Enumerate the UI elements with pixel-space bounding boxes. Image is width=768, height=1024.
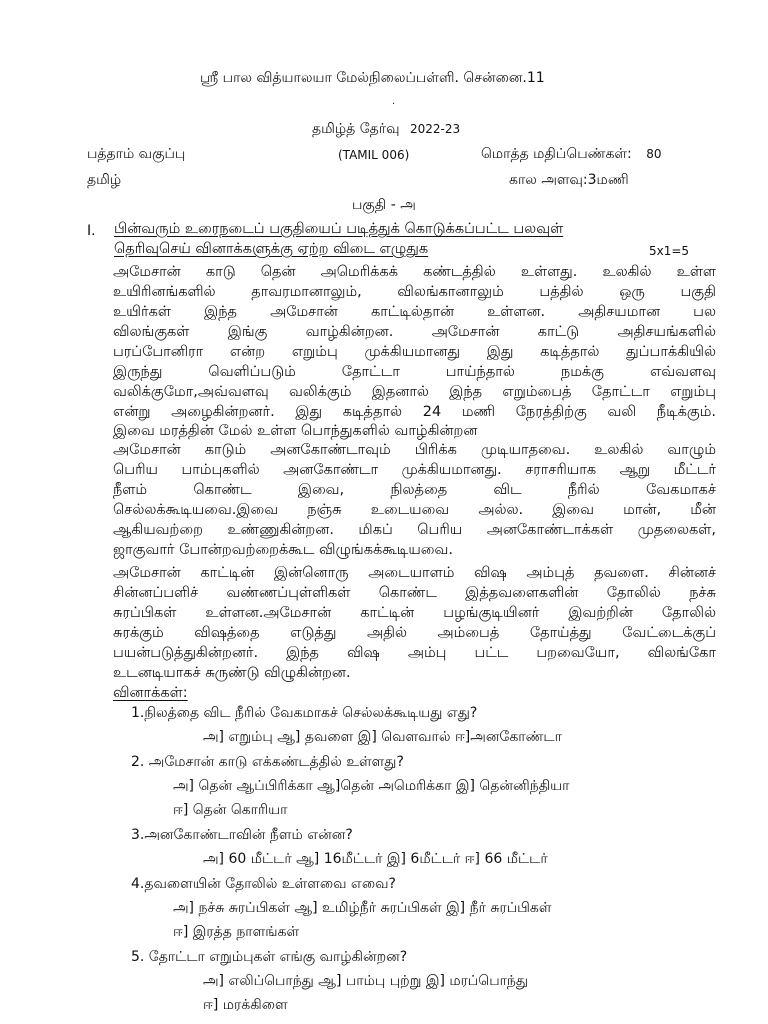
passage-line: அமேசான் காடும் அனகோண்டாவும் பிரிக்க முடியாதவை. உலகில் வாழும் [113, 442, 716, 458]
question-2: 2. அமேசான் காடு எக்கண்டத்தில் உள்ளது? [131, 754, 404, 770]
passage-line: செல்லக்கூடியவை.இவை நஞ்சு உடையவை அல்ல. இவை மான், மீன் [113, 502, 716, 518]
exam-title [312, 119, 460, 139]
passage-line: சின்னப்பளிச் வண்ணப்புள்ளிகள் கொண்ட இத்தவளைகளின் தோலில் நச்சு [113, 585, 716, 601]
section-heading: பகுதி - அ [352, 197, 416, 213]
passage-line: அமேசான் காட்டின் இன்னொரு அடையாளம் விஷ அம்புத் தவளை. சின்னச் [113, 565, 716, 581]
school-name: ஸ்ரீ பால வித்யாலயா மேல்நிலைப்பள்ளி. சென்னை.11 [200, 70, 545, 86]
passage-line: என்று அழைகின்றனர். இது கடித்தால் 24 மணி நேரத்திற்கு வலி நீடிக்கும். [113, 404, 716, 420]
subject-label: தமிழ் [87, 172, 122, 188]
exam-title-text: தமிழ்த் தேர்வு [312, 121, 400, 137]
question-5-options-cont: ஈ] மரக்கிளை [203, 997, 288, 1013]
passage-line: சுரப்பிகள் உள்ளன.அமேசான் காட்டின் பழங்குடியினர் இவற்றின் தோலில் [113, 605, 716, 621]
instruction-numeral: I. [87, 223, 96, 239]
passage-line: விலங்குகள் இங்கு வாழ்கின்றன. அமேசான் காட்டு அதிசயங்களில் [113, 324, 716, 340]
exam-year: 2022-23 [409, 122, 461, 136]
question-3: 3.அனகோண்டாவின் நீளம் என்ன? [131, 827, 353, 843]
question-1-options: அ] எறும்பு ஆ] தவளை இ] வெளவால் ஈ]அனகோண்டா [203, 729, 562, 745]
class-label: பத்தாம் வகுப்பு [87, 146, 186, 162]
time-allowed: கால அளவு:3மணி [509, 172, 629, 188]
question-4-options-cont: ஈ] இரத்த நாளங்கள் [173, 924, 300, 940]
instruction-line-2: தெரிவுசெய் வினாக்களுக்கு ஏற்ற விடை எழுதுக [114, 241, 429, 257]
questions-heading: வினாக்கள்: [113, 685, 188, 701]
instruction-marks: 5x1=5 [649, 244, 690, 258]
question-2-options: அ] தென் ஆப்பிரிக்கா ஆ]தென் அமெரிக்கா இ] தென்னிந்தியா [173, 778, 570, 794]
question-5-options: அ] எலிப்பொந்து ஆ] பாம்பு புற்று இ] மரப்பொந்து [203, 973, 529, 989]
instruction-line-1: பின்வரும் உரைநடைப் பகுதியைப் படித்துக் கொடுக்கப்பட்ட பலவுள் [114, 221, 564, 237]
passage-line: பரப்போனிரா என்ற எறும்பு முக்கியமானது இது கடித்தால் துப்பாக்கியில் [113, 344, 716, 360]
total-marks-value: 80 [646, 147, 662, 161]
dot-mark: . [392, 96, 396, 107]
subject-code: (TAMIL 006) [338, 148, 410, 162]
passage-line: உடனடியாகச் சுருண்டு விழுகின்றன. [113, 665, 351, 681]
passage-line: ஜாகுவார் போன்றவற்றைக்கூட விழுங்கக்கூடியவை. [113, 542, 453, 558]
total-marks-label: மொத்த மதிப்பெண்கள்: [481, 146, 632, 162]
total-marks [481, 144, 662, 164]
question-4-options: அ] நச்சு சுரப்பிகள் ஆ] உமிழ்நீர் சுரப்பிகள் இ] நீர் சுரப்பிகள் [173, 900, 552, 916]
question-4: 4.தவளையின் தோலில் உள்ளவை எவை? [131, 876, 396, 892]
passage-line: பெரிய பாம்புகளில் அனகோண்டா முக்கியமானது. சராசரியாக ஆறு மீட்டர் [113, 462, 716, 478]
passage-line: அமேசான் காடு தென் அமெரிக்கக் கண்டத்தில் உள்ளது. உலகில் உள்ள [113, 264, 716, 280]
passage-line: இவை மரத்தின் மேல் உள்ள பொந்துகளில் வாழ்கின்றன [113, 423, 478, 439]
passage-line: உயிரினங்களில் தாவரமானாலும், விலங்கானாலும் பத்தில் ஒரு பகுதி [113, 284, 716, 300]
passage-line: நீளம் கொண்ட இவை, நிலத்தை விட நீரில் வேகமாகச் [113, 482, 716, 498]
question-5: 5. தோட்டா எறும்புகள் எங்கு வாழ்கின்றன? [131, 949, 408, 965]
passage-line: வலிக்குமோ,அவ்வளவு வலிக்கும் இதனால் இந்த எறும்பைத் தோட்டா எறும்பு [113, 384, 716, 400]
question-3-options: அ] 60 மீட்டர் ஆ] 16மீட்டர் இ] 6மீட்டர் ஈ] 66 மீட்டர் [203, 851, 548, 867]
passage-line: சுரக்கும் விஷத்தை எடுத்து அதில் அம்பைத் தோய்த்து வேட்டைக்குப் [113, 625, 716, 641]
passage-line: உயிர்கள் இந்த அமேசான் காட்டில்தான் உள்ளன. அதிசயமான பல [113, 304, 716, 320]
question-2-options-cont: ஈ] தென் கொரியா [173, 802, 288, 818]
passage-line: இருந்து வெளிப்படும் தோட்டா பாய்ந்தால் நமக்கு எவ்வளவு [113, 364, 716, 380]
question-1: 1.நிலத்தை விட நீரில் வேகமாகச் செல்லக்கூடியது எது? [131, 705, 478, 721]
passage-line: ஆகியவற்றை உண்ணுகின்றன. மிகப் பெரிய அனகோண்டாக்கள் முதலைகள், [113, 522, 716, 538]
passage-line: பயன்படுத்துகின்றனர். இந்த விஷ அம்பு பட்ட பறவையோ, விலங்கோ [113, 645, 716, 661]
